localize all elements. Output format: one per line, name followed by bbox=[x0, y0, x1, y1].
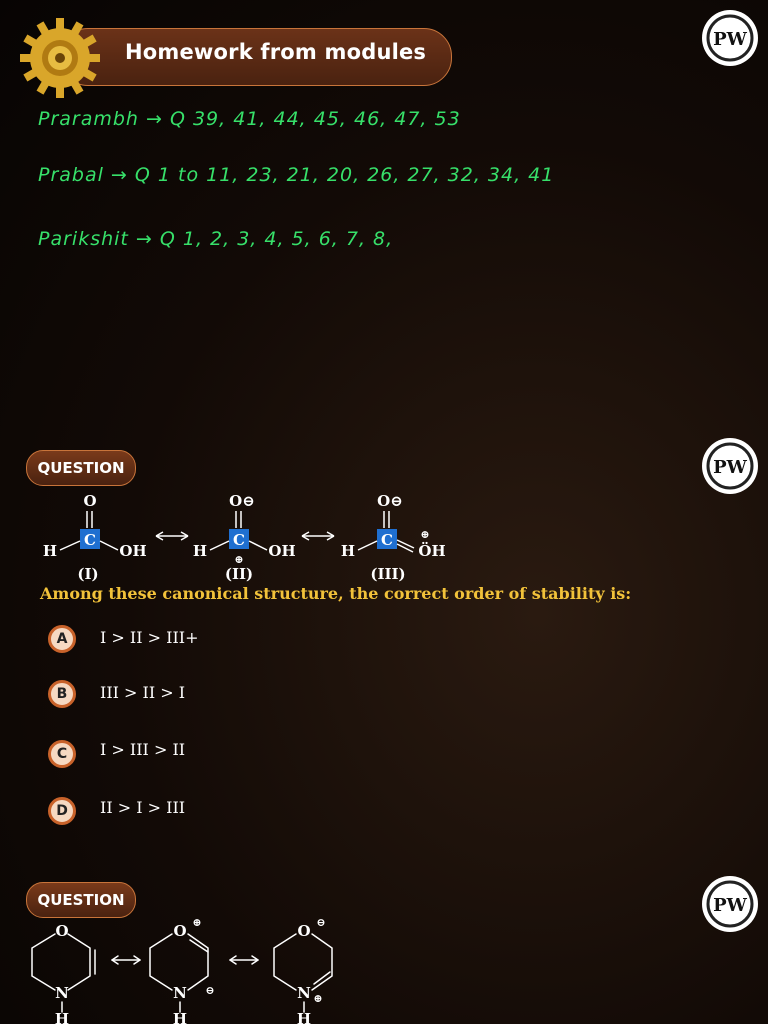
option-d-text[interactable]: II > I > III bbox=[100, 798, 186, 817]
option-a-badge[interactable]: A bbox=[48, 625, 76, 653]
option-c-text[interactable]: I > III > II bbox=[100, 740, 186, 759]
svg-text:O: O bbox=[297, 922, 311, 940]
svg-text:C: C bbox=[84, 531, 96, 549]
svg-text:⊕: ⊕ bbox=[313, 992, 323, 1005]
svg-text:⊖: ⊖ bbox=[316, 916, 326, 929]
svg-text:H: H bbox=[172, 1010, 188, 1024]
svg-text:C: C bbox=[233, 531, 245, 549]
svg-text:(III): (III) bbox=[370, 565, 406, 583]
svg-text:O: O bbox=[55, 922, 69, 940]
ring-structure-2 bbox=[150, 916, 215, 1024]
svg-text:⊕: ⊕ bbox=[420, 528, 430, 541]
svg-text:N: N bbox=[55, 984, 69, 1002]
structure-2 bbox=[193, 492, 296, 583]
svg-text:O: O bbox=[83, 492, 97, 510]
svg-text:N: N bbox=[173, 984, 187, 1002]
homework-prabal: Prabal → Q 1 to 11, 23, 21, 20, 26, 27, 32, 34, 41 bbox=[38, 164, 555, 186]
page-title: Homework from modules bbox=[125, 40, 427, 64]
option-c-badge[interactable]: C bbox=[48, 740, 76, 768]
option-b-text[interactable]: III > II > I bbox=[100, 683, 186, 702]
svg-text:OH: OH bbox=[268, 542, 296, 560]
homework-prarambh: Prarambh → Q 39, 41, 44, 45, 46, 47, 53 bbox=[38, 108, 461, 130]
svg-text:H: H bbox=[42, 542, 58, 560]
svg-text:H: H bbox=[192, 542, 208, 560]
ring-structure-1 bbox=[32, 922, 95, 1024]
resonance-structures-formic-acid bbox=[30, 486, 470, 586]
svg-text:ÖH: ÖH bbox=[418, 542, 446, 560]
svg-text:O: O bbox=[173, 922, 187, 940]
pw-logo-icon bbox=[700, 8, 760, 68]
option-d-badge[interactable]: D bbox=[48, 797, 76, 825]
gear-icon bbox=[18, 16, 102, 100]
option-a-text[interactable]: I > II > III+ bbox=[100, 628, 199, 647]
svg-text:⊕: ⊕ bbox=[192, 916, 202, 929]
structure-1 bbox=[43, 492, 147, 583]
svg-text:H: H bbox=[296, 1010, 312, 1024]
pw-logo-icon bbox=[700, 874, 760, 934]
svg-text:PW: PW bbox=[713, 457, 747, 478]
ring-structure-3 bbox=[274, 916, 332, 1024]
svg-text:⊖: ⊖ bbox=[205, 984, 215, 997]
svg-text:OH: OH bbox=[119, 542, 147, 560]
svg-text:C: C bbox=[381, 531, 393, 549]
svg-text:(I): (I) bbox=[77, 565, 99, 583]
svg-text:H: H bbox=[340, 542, 356, 560]
svg-text:O⊖: O⊖ bbox=[377, 492, 403, 510]
svg-text:PW: PW bbox=[713, 895, 747, 916]
svg-text:N: N bbox=[297, 984, 311, 1002]
pw-logo-icon bbox=[700, 436, 760, 496]
question-label: QUESTION bbox=[26, 450, 136, 486]
resonance-structures-oxazine bbox=[20, 912, 350, 1024]
structure-3 bbox=[341, 492, 446, 583]
svg-text:O⊖: O⊖ bbox=[229, 492, 255, 510]
option-b-badge[interactable]: B bbox=[48, 680, 76, 708]
svg-text:(II): (II) bbox=[224, 565, 254, 583]
question-label: QUESTION bbox=[26, 882, 136, 918]
question-stem: Among these canonical structure, the correct order of stability is: bbox=[40, 584, 632, 603]
svg-text:H: H bbox=[54, 1010, 70, 1024]
homework-parikshit: Parikshit → Q 1, 2, 3, 4, 5, 6, 7, 8, bbox=[38, 228, 394, 250]
svg-text:PW: PW bbox=[713, 29, 747, 50]
svg-text:⊕: ⊕ bbox=[234, 553, 244, 566]
